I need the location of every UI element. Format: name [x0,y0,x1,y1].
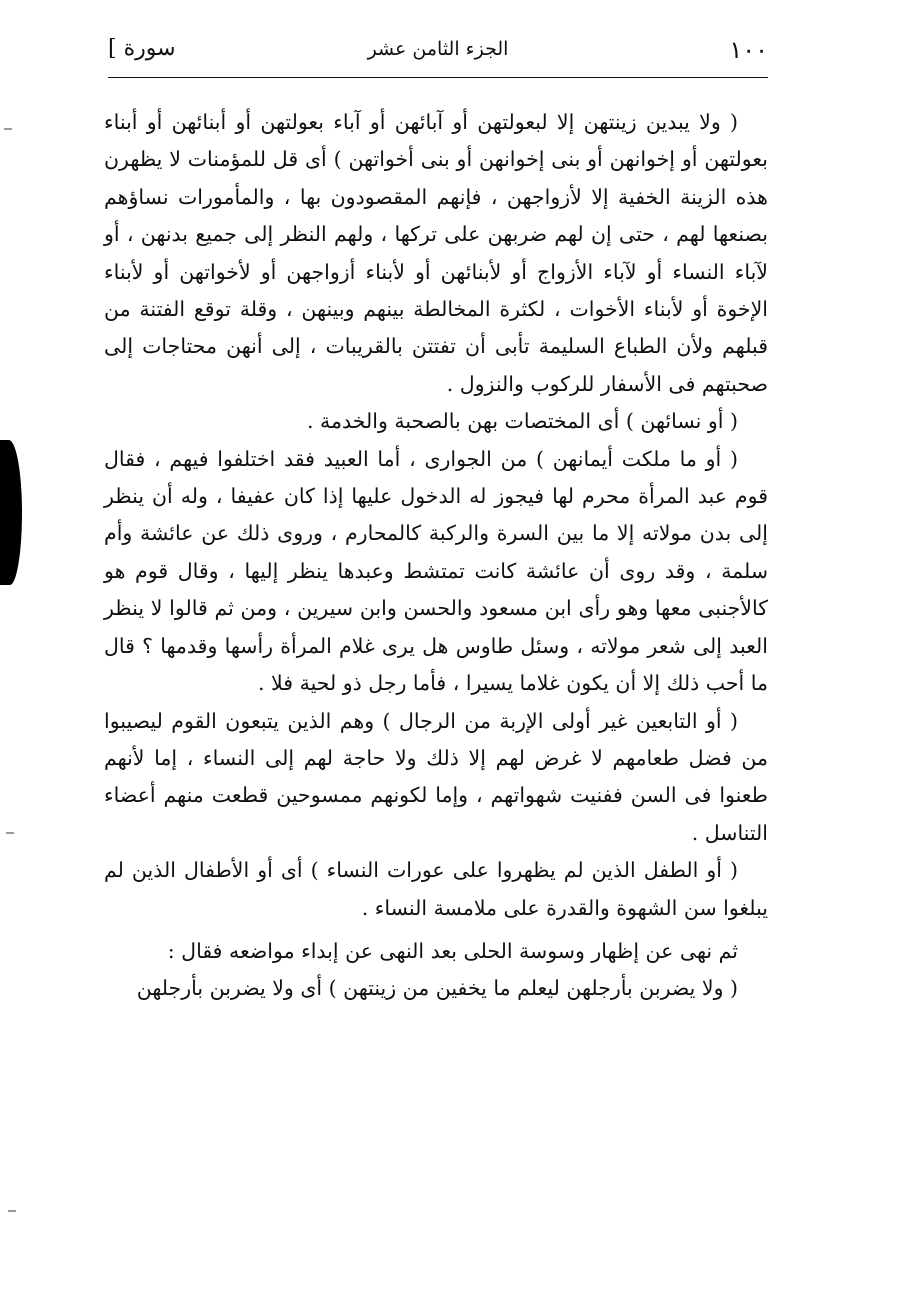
page-body [104,104,768,1008]
paragraph: ( أو الطفل الذين لم يظهروا على عورات النساء ) أى أو الأطفال الذين لم يبلغوا سن الشهوة والقدرة على ملامسة النساء . [104,858,768,920]
part-title: الجزء الثامن عشر [367,38,509,60]
scan-speck [4,128,12,130]
paragraph: ( ولا يبدين زينتهن إلا لبعولتهن أو آبائهن أو آباء بعولتهن أو أبنائهن أو أبناء بعولتهن أو إخوانهن أو بنى إخوانهن أو بنى أخواتهن ) أى قل للمؤمنات لا يظهرن هذه الزينة الخفية إلا لأزواجهن ، فإنهم المقصودون بها ، والمأمورات نساؤهم بصنعها لهم ، حتى إن لهم ضربهن على تركها ، ولهم النظر إلى جميع بدنهن ، أو لآباء النساء أو لآباء الأزواج أو لأبنائهن أو لأبناء أزواجهن أو لأخواتهن أو لأبناء الإخوة أو لأبناء الأخوات ، لكثرة المخالطة بينهم وبينهن ، وقلة توقع الفتنة من قبلهم ولأن الطباع السليمة تأبى أن تفتتن بالقريبات ، إلى أنهن محتاجات إلى صحبتهم فى الأسفار للركوب والنزول . [104,110,768,396]
scan-speck [6,832,14,834]
paragraph: ( ولا يضربن بأرجلهن ليعلم ما يخفين من زينتهن ) أى ولا يضربن بأرجلهن [136,976,738,1001]
scan-speck [8,1210,16,1212]
page-header [108,34,768,76]
surah-label: سورة ] [108,36,176,61]
paragraph: ( أو ما ملكت أيمانهن ) من الجوارى ، أما العبيد فقد اختلفوا فيهم ، فقال قوم عبد المرأة محرم لها فيجوز له الدخول عليها إذا كان عفيفا ، وله أن ينظر إلى بدن مولاته إلا ما بين السرة والركبة كالمحارم ، وروى ذلك عن عائشة وأم سلمة ، وقد روى أن عائشة كانت تمتشط وعبدها ينظر إليها ، وقال قوم هو كالأجنبى معها وهو رأى ابن مسعود والحسن وابن سيرين ، ومن ثم قالوا لا ينظر العبد إلى شعر مولاته ، وسئل طاوس هل يرى غلام المرأة رأسها وقدمها ؟ قال ما أحب ذلك إلا أن يكون غلاما يسيرا ، فأما رجل ذو لحية فلا . [104,446,768,696]
paragraph: ثم نهى عن إظهار وسوسة الحلى بعد النهى عن إبداء مواضعه فقال : [167,938,738,963]
header-rule [108,77,768,78]
page-number: ١٠٠ [729,36,768,64]
paragraph: ( أو التابعين غير أولى الإربة من الرجال ) وهم الذين يتبعون القوم ليصيبوا من فضل طعامهم لا غرض لهم إلا ذلك ولا حاجة لهم إلى النساء ، إما لأنهم طعنوا فى السن ففنيت شهواتهم ، وإما لكونهم ممسوحين قطعت منهم أعضاء التناسل . [104,708,768,845]
paragraph: ( أو نسائهن ) أى المختصات بهن بالصحبة والخدمة . [307,409,738,434]
scan-artifact [0,440,22,585]
